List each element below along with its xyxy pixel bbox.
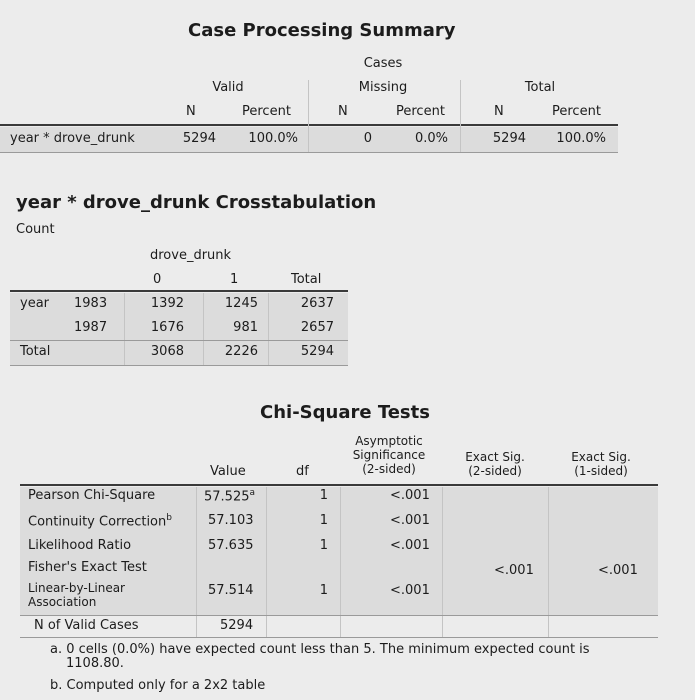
- total-n-header: N: [494, 104, 504, 119]
- crosstab-cell: 1245: [224, 296, 258, 311]
- exact1-header-2: (1-sided): [574, 464, 628, 478]
- valid-pct-value: 100.0%: [248, 131, 298, 146]
- exact2-header-2: (2-sided): [468, 464, 522, 478]
- crosstab-col-0: 0: [153, 272, 162, 287]
- total-percent-header: Percent: [552, 104, 601, 119]
- crosstab-divider-2: [203, 293, 204, 365]
- linear-value: 57.514: [208, 583, 254, 598]
- likelihood-value: 57.635: [208, 538, 254, 553]
- crosstab-row-label: 1983: [74, 296, 108, 311]
- exact2-header-1: Exact Sig.: [465, 450, 525, 464]
- value-header: Value: [210, 464, 246, 479]
- crosstab-col-variable: drove_drunk: [150, 248, 232, 263]
- missing-n-value: 0: [363, 131, 372, 146]
- footnote-a: a. 0 cells (0.0%) have expected count less than 5. The minimum expected count is: [50, 642, 590, 657]
- pearson-label: Pearson Chi-Square: [28, 488, 156, 503]
- asymp-header-2: Significance: [352, 448, 426, 462]
- likelihood-label: Likelihood Ratio: [28, 538, 132, 553]
- valid-n-header: N: [186, 104, 196, 119]
- valid-n-value: 5294: [182, 131, 216, 146]
- asymp-header-1: Asymptotic: [355, 434, 423, 448]
- valid-cases-label: N of Valid Cases: [34, 618, 139, 633]
- chi-square-bottom-rule: [20, 637, 658, 638]
- continuity-asymp: <.001: [390, 513, 430, 528]
- likelihood-asymp: <.001: [390, 538, 430, 553]
- crosstab-total-rule: [10, 340, 348, 341]
- linear-label-2: Association: [28, 595, 97, 609]
- total-n-value: 5294: [492, 131, 526, 146]
- valid-cases-value: 5294: [220, 618, 254, 633]
- crosstab-cell: 3068: [150, 344, 184, 359]
- footnote-b: b. Computed only for a 2x2 table: [50, 678, 266, 693]
- total-pct-value: 100.0%: [556, 131, 606, 146]
- footnote-b-marker: b: [166, 513, 172, 523]
- crosstab-col-1: 1: [230, 272, 239, 287]
- pearson-asymp: <.001: [390, 488, 430, 503]
- case-summary-row-label: year * drove_drunk: [10, 131, 135, 146]
- footnote-a-marker: a: [249, 488, 256, 498]
- df-header: df: [296, 464, 309, 479]
- crosstab-cell: 981: [233, 320, 258, 335]
- crosstab-row-variable: year: [20, 296, 50, 311]
- missing-header: Missing: [358, 80, 408, 95]
- crosstab-cell: 2226: [224, 344, 258, 359]
- cases-header: Cases: [363, 56, 403, 71]
- missing-percent-header: Percent: [396, 104, 445, 119]
- continuity-df: 1: [319, 513, 328, 528]
- crosstab-divider-1: [124, 293, 125, 365]
- crosstab-total-label: Total: [20, 344, 51, 359]
- crosstab-cell: 1676: [150, 320, 184, 335]
- valid-header: Valid: [212, 80, 244, 95]
- continuity-value: 57.103: [208, 513, 254, 528]
- continuity-label: Continuity Correction$^b$: [28, 513, 172, 530]
- crosstab-cell: 1392: [150, 296, 184, 311]
- linear-df: 1: [319, 583, 328, 598]
- crosstab-header-rule: [10, 290, 348, 292]
- total-header: Total: [524, 80, 556, 95]
- crosstab-divider-3: [268, 293, 269, 365]
- fisher-label: Fisher's Exact Test: [28, 560, 147, 575]
- asymp-header-3: (2-sided): [362, 462, 416, 476]
- crosstab-row-label: 1987: [74, 320, 108, 335]
- footnote-a-cont: 1108.80.: [66, 656, 124, 671]
- crosstab-cell: 2657: [300, 320, 334, 335]
- case-summary-col-divider: [308, 80, 309, 152]
- crosstab-bottom-rule: [10, 365, 348, 366]
- linear-asymp: <.001: [390, 583, 430, 598]
- missing-n-header: N: [338, 104, 348, 119]
- chi-square-header-rule: [20, 484, 658, 486]
- pearson-value: 57.525$^a$: [204, 488, 256, 505]
- chi-square-title: Chi-Square Tests: [260, 402, 430, 423]
- chi-square-valid-rule: [20, 615, 658, 616]
- exact1-header-1: Exact Sig.: [571, 450, 631, 464]
- fisher-exact2: <.001: [494, 563, 534, 578]
- case-summary-title: Case Processing Summary: [188, 20, 456, 41]
- case-summary-header-rule: [0, 124, 618, 126]
- pearson-df: 1: [319, 488, 328, 503]
- case-summary-col-divider-2: [460, 80, 461, 152]
- missing-pct-value: 0.0%: [414, 131, 448, 146]
- crosstab-cell: 2637: [300, 296, 334, 311]
- case-summary-bottom-rule: [0, 152, 618, 153]
- crosstab-subtitle: Count: [16, 222, 55, 237]
- valid-percent-header: Percent: [242, 104, 291, 119]
- fisher-exact1: <.001: [598, 563, 638, 578]
- crosstab-col-total: Total: [291, 272, 322, 287]
- crosstab-title: year * drove_drunk Crosstabulation: [16, 192, 377, 213]
- crosstab-cell: 5294: [300, 344, 334, 359]
- likelihood-df: 1: [319, 538, 328, 553]
- linear-label-1: Linear-by-Linear: [28, 581, 125, 595]
